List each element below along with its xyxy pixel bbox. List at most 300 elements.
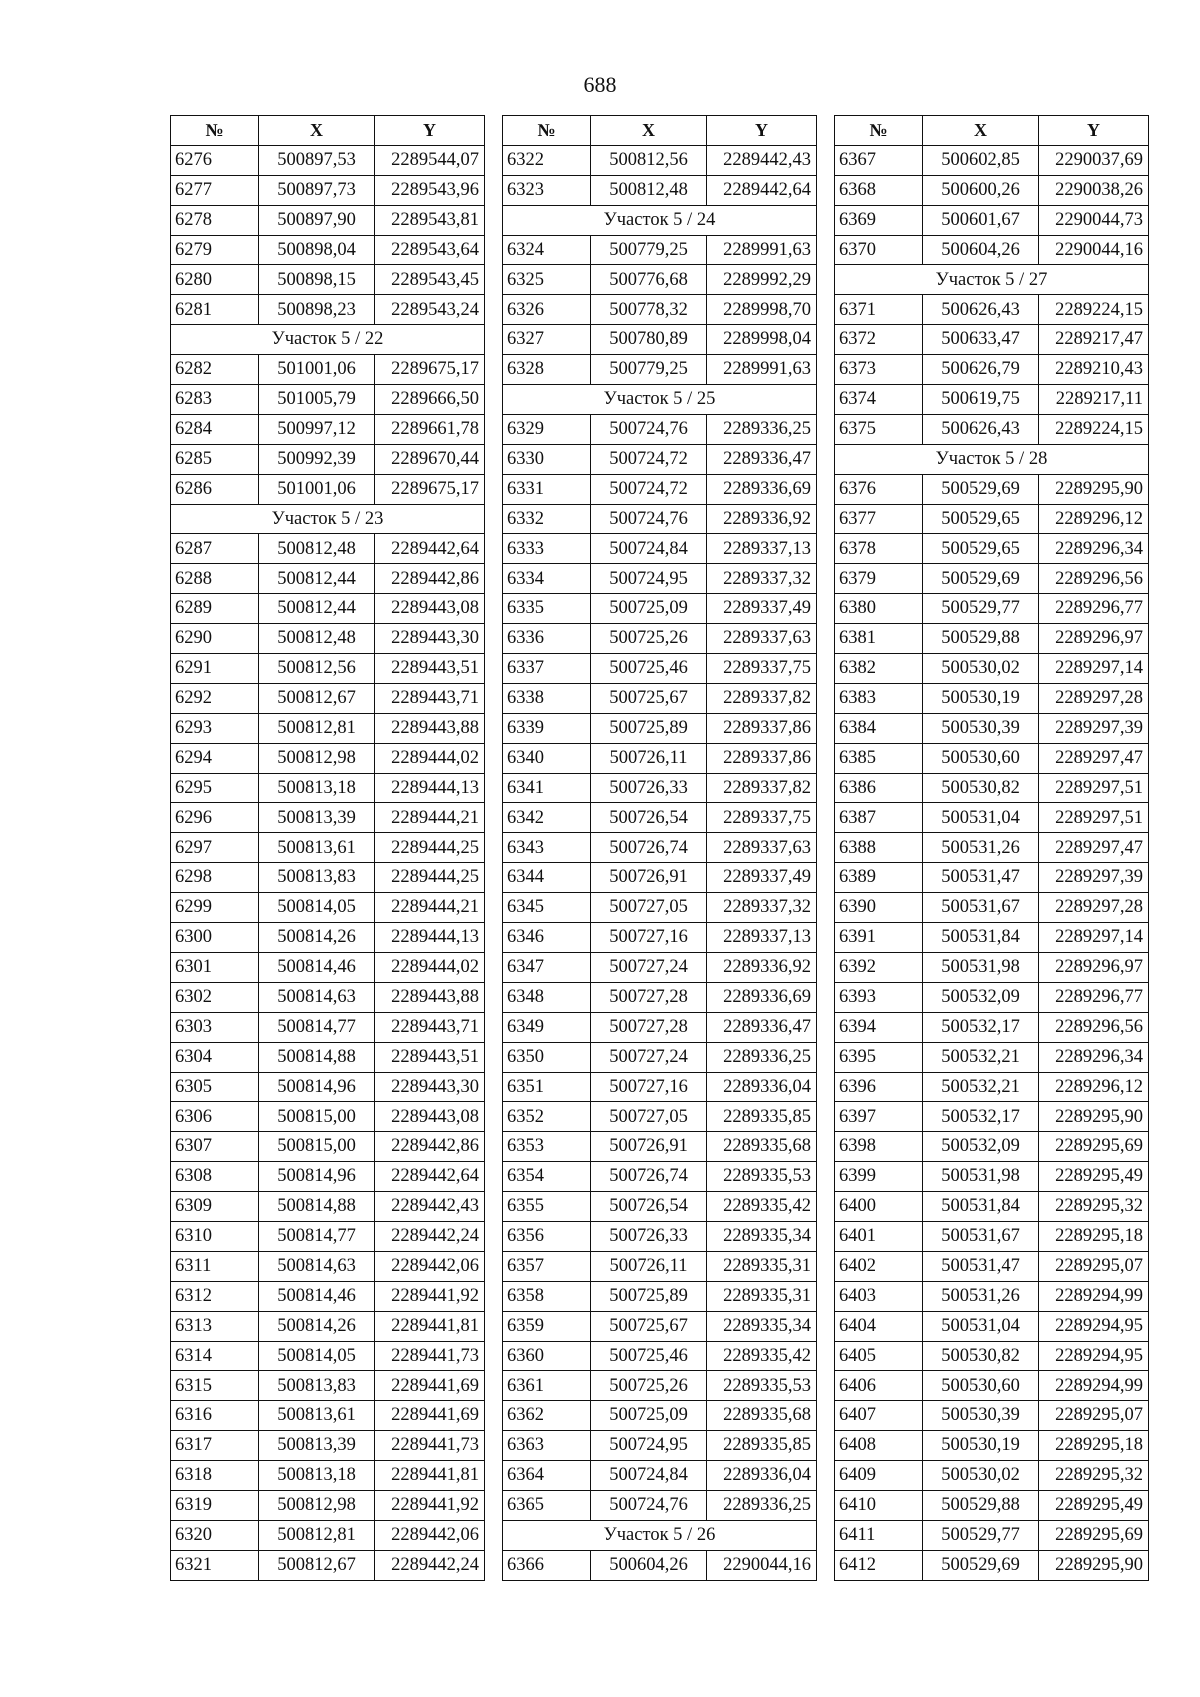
x-coordinate-cell: 500724,95	[591, 564, 707, 594]
point-number-cell: 6295	[171, 773, 259, 803]
y-coordinate-cell: 2289441,69	[375, 1401, 485, 1431]
y-coordinate-cell: 2289295,49	[1039, 1162, 1149, 1192]
table-row	[171, 743, 485, 773]
x-coordinate-cell: 500626,43	[923, 414, 1039, 444]
point-number-cell: 6401	[835, 1221, 923, 1251]
y-coordinate-cell: 2289442,86	[375, 1132, 485, 1162]
x-coordinate-cell: 500727,28	[591, 982, 707, 1012]
point-number-cell: 6325	[503, 265, 591, 295]
section-row	[835, 444, 1149, 474]
y-coordinate-cell: 2289998,70	[707, 295, 817, 325]
x-coordinate-cell: 500530,60	[923, 1371, 1039, 1401]
y-coordinate-cell: 2289444,02	[375, 743, 485, 773]
x-coordinate-cell: 500727,24	[591, 1042, 707, 1072]
x-coordinate-cell: 500814,96	[259, 1162, 375, 1192]
x-coordinate-cell: 500601,67	[923, 205, 1039, 235]
x-coordinate-cell: 500530,19	[923, 1431, 1039, 1461]
y-coordinate-cell: 2289337,32	[707, 893, 817, 923]
table-row	[503, 833, 817, 863]
point-number-cell: 6387	[835, 803, 923, 833]
table-row	[835, 952, 1149, 982]
point-number-cell: 6351	[503, 1072, 591, 1102]
y-coordinate-cell: 2289337,63	[707, 624, 817, 654]
y-coordinate-cell: 2289295,90	[1039, 1550, 1149, 1580]
table-row	[835, 235, 1149, 265]
table-row	[835, 1132, 1149, 1162]
y-coordinate-cell: 2289336,25	[707, 414, 817, 444]
table-row	[503, 355, 817, 385]
table-row	[835, 1072, 1149, 1102]
x-coordinate-cell: 500812,44	[259, 564, 375, 594]
x-coordinate-cell: 500725,46	[591, 654, 707, 684]
point-number-cell: 6374	[835, 385, 923, 415]
section-label: Участок 5 / 26	[503, 1520, 817, 1550]
x-coordinate-cell: 500529,65	[923, 534, 1039, 564]
table-row	[835, 205, 1149, 235]
x-coordinate-cell: 500727,05	[591, 1102, 707, 1132]
table-row	[171, 295, 485, 325]
x-coordinate-cell: 500814,88	[259, 1042, 375, 1072]
point-number-cell: 6368	[835, 175, 923, 205]
table-row	[835, 1281, 1149, 1311]
y-coordinate-cell: 2289297,47	[1039, 833, 1149, 863]
y-coordinate-cell: 2289442,24	[375, 1221, 485, 1251]
y-coordinate-cell: 2289297,14	[1039, 923, 1149, 953]
point-number-cell: 6336	[503, 624, 591, 654]
point-number-cell: 6340	[503, 743, 591, 773]
x-coordinate-cell: 500529,69	[923, 474, 1039, 504]
x-coordinate-cell: 500815,00	[259, 1102, 375, 1132]
point-number-cell: 6296	[171, 803, 259, 833]
x-coordinate-cell: 500814,96	[259, 1072, 375, 1102]
table-row	[835, 1490, 1149, 1520]
x-coordinate-cell: 500531,26	[923, 1281, 1039, 1311]
y-coordinate-cell: 2289296,56	[1039, 1012, 1149, 1042]
x-coordinate-cell: 500812,56	[591, 145, 707, 175]
point-number-cell: 6288	[171, 564, 259, 594]
table-row	[835, 803, 1149, 833]
point-number-cell: 6333	[503, 534, 591, 564]
x-coordinate-cell: 500813,61	[259, 833, 375, 863]
y-coordinate-cell: 2289296,97	[1039, 952, 1149, 982]
point-number-cell: 6277	[171, 175, 259, 205]
table-row	[503, 1072, 817, 1102]
table-row	[171, 833, 485, 863]
y-coordinate-cell: 2289444,21	[375, 803, 485, 833]
point-number-cell: 6356	[503, 1221, 591, 1251]
y-coordinate-cell: 2289337,13	[707, 534, 817, 564]
y-coordinate-cell: 2289295,32	[1039, 1192, 1149, 1222]
y-coordinate-cell: 2289443,08	[375, 1102, 485, 1132]
point-number-cell: 6412	[835, 1550, 923, 1580]
y-coordinate-cell: 2289661,78	[375, 414, 485, 444]
x-coordinate-cell: 500897,73	[259, 175, 375, 205]
table-row	[835, 1162, 1149, 1192]
x-coordinate-cell: 500531,47	[923, 1251, 1039, 1281]
x-coordinate-cell: 500530,82	[923, 1341, 1039, 1371]
point-number-cell: 6339	[503, 713, 591, 743]
table-row	[171, 1042, 485, 1072]
point-number-cell: 6334	[503, 564, 591, 594]
x-coordinate-cell: 500532,17	[923, 1012, 1039, 1042]
table-row	[171, 1012, 485, 1042]
y-coordinate-cell: 2289295,07	[1039, 1401, 1149, 1431]
point-number-cell: 6316	[171, 1401, 259, 1431]
header-row	[171, 116, 485, 146]
x-coordinate-cell: 500529,88	[923, 1490, 1039, 1520]
x-coordinate-cell: 500725,26	[591, 1371, 707, 1401]
y-coordinate-cell: 2289444,25	[375, 863, 485, 893]
point-number-cell: 6312	[171, 1281, 259, 1311]
x-coordinate-cell: 500529,88	[923, 624, 1039, 654]
y-coordinate-cell: 2289442,06	[375, 1251, 485, 1281]
table-row	[503, 1132, 817, 1162]
y-coordinate-cell: 2289441,73	[375, 1431, 485, 1461]
x-coordinate-cell: 500812,48	[591, 175, 707, 205]
x-coordinate-cell: 500812,81	[259, 713, 375, 743]
table-row	[171, 982, 485, 1012]
x-coordinate-cell: 500633,47	[923, 325, 1039, 355]
y-coordinate-cell: 2289442,86	[375, 564, 485, 594]
table-row	[171, 1490, 485, 1520]
y-coordinate-cell: 2289337,86	[707, 713, 817, 743]
x-coordinate-cell: 500529,77	[923, 1520, 1039, 1550]
x-coordinate-cell: 500812,98	[259, 743, 375, 773]
y-coordinate-cell: 2289442,43	[707, 145, 817, 175]
table-row	[503, 1431, 817, 1461]
coordinates-table-1	[170, 115, 485, 1581]
point-number-cell: 6282	[171, 355, 259, 385]
x-coordinate-cell: 500531,26	[923, 833, 1039, 863]
x-coordinate-cell: 500992,39	[259, 444, 375, 474]
point-number-cell: 6352	[503, 1102, 591, 1132]
x-coordinate-cell: 500812,56	[259, 654, 375, 684]
y-coordinate-cell: 2289444,02	[375, 952, 485, 982]
table-row	[171, 355, 485, 385]
x-coordinate-cell: 500812,67	[259, 1550, 375, 1580]
x-coordinate-cell: 500531,04	[923, 1311, 1039, 1341]
table-row	[503, 1042, 817, 1072]
y-coordinate-cell: 2289295,18	[1039, 1221, 1149, 1251]
x-coordinate-cell: 500626,43	[923, 295, 1039, 325]
y-coordinate-cell: 2289442,06	[375, 1520, 485, 1550]
point-number-cell: 6318	[171, 1461, 259, 1491]
table-row	[171, 1520, 485, 1550]
y-coordinate-cell: 2289335,68	[707, 1401, 817, 1431]
coordinates-table-2	[502, 115, 817, 1581]
table-row	[503, 683, 817, 713]
table-row	[171, 893, 485, 923]
x-coordinate-cell: 500530,19	[923, 683, 1039, 713]
point-number-cell: 6406	[835, 1371, 923, 1401]
y-coordinate-cell: 2289442,64	[375, 534, 485, 564]
x-coordinate-cell: 500812,44	[259, 594, 375, 624]
x-coordinate-cell: 500724,76	[591, 414, 707, 444]
x-coordinate-cell: 500724,72	[591, 474, 707, 504]
x-coordinate-cell: 500604,26	[923, 235, 1039, 265]
section-label: Участок 5 / 25	[503, 385, 817, 415]
table-row	[503, 923, 817, 953]
page-number: 688	[583, 72, 617, 97]
x-coordinate-cell: 500814,63	[259, 1251, 375, 1281]
x-coordinate-cell: 500727,16	[591, 1072, 707, 1102]
point-number-cell: 6329	[503, 414, 591, 444]
x-coordinate-cell: 500725,67	[591, 1311, 707, 1341]
y-coordinate-cell: 2289297,51	[1039, 803, 1149, 833]
y-coordinate-cell: 2289294,99	[1039, 1371, 1149, 1401]
x-coordinate-cell: 500530,02	[923, 654, 1039, 684]
x-coordinate-cell: 500530,02	[923, 1461, 1039, 1491]
y-coordinate-cell: 2290037,69	[1039, 145, 1149, 175]
x-coordinate-cell: 500780,89	[591, 325, 707, 355]
y-coordinate-cell: 2290044,16	[1039, 235, 1149, 265]
x-coordinate-cell: 500532,09	[923, 1132, 1039, 1162]
x-coordinate-cell: 500726,54	[591, 1192, 707, 1222]
point-number-cell: 6298	[171, 863, 259, 893]
y-coordinate-cell: 2289670,44	[375, 444, 485, 474]
table-row	[171, 534, 485, 564]
point-number-cell: 6392	[835, 952, 923, 982]
point-number-cell: 6379	[835, 564, 923, 594]
x-coordinate-cell: 500897,90	[259, 205, 375, 235]
y-coordinate-cell: 2289297,51	[1039, 773, 1149, 803]
x-coordinate-cell: 500531,98	[923, 1162, 1039, 1192]
y-coordinate-cell: 2289217,47	[1039, 325, 1149, 355]
x-coordinate-cell: 500812,67	[259, 683, 375, 713]
point-number-cell: 6278	[171, 205, 259, 235]
point-number-cell: 6366	[503, 1550, 591, 1580]
x-coordinate-cell: 500727,24	[591, 952, 707, 982]
table-row	[503, 1251, 817, 1281]
x-coordinate-cell: 500813,61	[259, 1401, 375, 1431]
x-coordinate-cell: 500814,88	[259, 1192, 375, 1222]
table-row	[171, 923, 485, 953]
point-number-cell: 6330	[503, 444, 591, 474]
y-coordinate-cell: 2289443,88	[375, 982, 485, 1012]
point-number-cell: 6404	[835, 1311, 923, 1341]
point-number-cell: 6289	[171, 594, 259, 624]
header-y: Y	[707, 116, 817, 146]
table-row	[835, 1311, 1149, 1341]
table-row	[835, 654, 1149, 684]
x-coordinate-cell: 500727,28	[591, 1012, 707, 1042]
x-coordinate-cell: 500532,21	[923, 1042, 1039, 1072]
x-coordinate-cell: 500725,67	[591, 683, 707, 713]
point-number-cell: 6300	[171, 923, 259, 953]
x-coordinate-cell: 500726,74	[591, 1162, 707, 1192]
x-coordinate-cell: 501005,79	[259, 385, 375, 415]
section-label: Участок 5 / 22	[171, 325, 485, 355]
table-row	[835, 1401, 1149, 1431]
point-number-cell: 6386	[835, 773, 923, 803]
point-number-cell: 6371	[835, 295, 923, 325]
x-coordinate-cell: 500814,63	[259, 982, 375, 1012]
point-number-cell: 6297	[171, 833, 259, 863]
point-number-cell: 6362	[503, 1401, 591, 1431]
table-row	[503, 1281, 817, 1311]
table-row	[835, 1550, 1149, 1580]
x-coordinate-cell: 501001,06	[259, 355, 375, 385]
x-coordinate-cell: 500531,67	[923, 1221, 1039, 1251]
y-coordinate-cell: 2289543,96	[375, 175, 485, 205]
x-coordinate-cell: 500604,26	[591, 1550, 707, 1580]
point-number-cell: 6280	[171, 265, 259, 295]
point-number-cell: 6359	[503, 1311, 591, 1341]
x-coordinate-cell: 500779,25	[591, 355, 707, 385]
table-row	[171, 1281, 485, 1311]
x-coordinate-cell: 500814,05	[259, 1341, 375, 1371]
table-row	[835, 175, 1149, 205]
table-row	[503, 325, 817, 355]
table-row	[503, 1311, 817, 1341]
table-row	[171, 1162, 485, 1192]
table-row	[835, 893, 1149, 923]
x-coordinate-cell: 500814,46	[259, 1281, 375, 1311]
y-coordinate-cell: 2289337,63	[707, 833, 817, 863]
point-number-cell: 6307	[171, 1132, 259, 1162]
table-row	[171, 235, 485, 265]
y-coordinate-cell: 2289335,34	[707, 1311, 817, 1341]
x-coordinate-cell: 500602,85	[923, 145, 1039, 175]
header-num: №	[503, 116, 591, 146]
y-coordinate-cell: 2289442,64	[707, 175, 817, 205]
y-coordinate-cell: 2289217,11	[1039, 385, 1149, 415]
y-coordinate-cell: 2289337,82	[707, 683, 817, 713]
table-row	[503, 1192, 817, 1222]
point-number-cell: 6292	[171, 683, 259, 713]
x-coordinate-cell: 500812,48	[259, 534, 375, 564]
table-row	[835, 1251, 1149, 1281]
point-number-cell: 6400	[835, 1192, 923, 1222]
table-row	[835, 325, 1149, 355]
y-coordinate-cell: 2289444,13	[375, 773, 485, 803]
point-number-cell: 6310	[171, 1221, 259, 1251]
table-row	[503, 624, 817, 654]
point-number-cell: 6284	[171, 414, 259, 444]
section-row	[503, 1520, 817, 1550]
point-number-cell: 6375	[835, 414, 923, 444]
point-number-cell: 6378	[835, 534, 923, 564]
point-number-cell: 6286	[171, 474, 259, 504]
table-row	[503, 1461, 817, 1491]
point-number-cell: 6341	[503, 773, 591, 803]
y-coordinate-cell: 2289336,25	[707, 1042, 817, 1072]
y-coordinate-cell: 2289991,63	[707, 235, 817, 265]
point-number-cell: 6313	[171, 1311, 259, 1341]
x-coordinate-cell: 500531,84	[923, 1192, 1039, 1222]
point-number-cell: 6311	[171, 1251, 259, 1281]
point-number-cell: 6324	[503, 235, 591, 265]
point-number-cell: 6345	[503, 893, 591, 923]
y-coordinate-cell: 2289666,50	[375, 385, 485, 415]
point-number-cell: 6383	[835, 683, 923, 713]
table-row	[171, 1251, 485, 1281]
section-row	[835, 265, 1149, 295]
table-row	[503, 1550, 817, 1580]
x-coordinate-cell: 500724,76	[591, 504, 707, 534]
table-row	[171, 1550, 485, 1580]
table-row	[503, 713, 817, 743]
table-row	[171, 1371, 485, 1401]
x-coordinate-cell: 500814,77	[259, 1012, 375, 1042]
y-coordinate-cell: 2289337,49	[707, 863, 817, 893]
section-label: Участок 5 / 27	[835, 265, 1149, 295]
point-number-cell: 6287	[171, 534, 259, 564]
point-number-cell: 6276	[171, 145, 259, 175]
x-coordinate-cell: 500725,89	[591, 1281, 707, 1311]
y-coordinate-cell: 2289543,64	[375, 235, 485, 265]
x-coordinate-cell: 500530,82	[923, 773, 1039, 803]
table-row	[835, 713, 1149, 743]
table-row	[171, 205, 485, 235]
y-coordinate-cell: 2289335,31	[707, 1281, 817, 1311]
y-coordinate-cell: 2289444,25	[375, 833, 485, 863]
x-coordinate-cell: 500726,11	[591, 1251, 707, 1281]
y-coordinate-cell: 2289295,18	[1039, 1431, 1149, 1461]
x-coordinate-cell: 500724,95	[591, 1431, 707, 1461]
table-row	[835, 1102, 1149, 1132]
y-coordinate-cell: 2289336,92	[707, 952, 817, 982]
y-coordinate-cell: 2289335,53	[707, 1371, 817, 1401]
table-row	[503, 952, 817, 982]
point-number-cell: 6354	[503, 1162, 591, 1192]
y-coordinate-cell: 2289443,30	[375, 624, 485, 654]
y-coordinate-cell: 2289543,81	[375, 205, 485, 235]
point-number-cell: 6373	[835, 355, 923, 385]
x-coordinate-cell: 500725,46	[591, 1341, 707, 1371]
y-coordinate-cell: 2289337,75	[707, 654, 817, 684]
y-coordinate-cell: 2289336,92	[707, 504, 817, 534]
x-coordinate-cell: 500531,04	[923, 803, 1039, 833]
point-number-cell: 6291	[171, 654, 259, 684]
table-row	[503, 1162, 817, 1192]
table-row	[171, 265, 485, 295]
y-coordinate-cell: 2289297,28	[1039, 893, 1149, 923]
table-row	[835, 295, 1149, 325]
table-row	[835, 624, 1149, 654]
point-number-cell: 6301	[171, 952, 259, 982]
point-number-cell: 6344	[503, 863, 591, 893]
table-row	[171, 713, 485, 743]
point-number-cell: 6380	[835, 594, 923, 624]
point-number-cell: 6409	[835, 1461, 923, 1491]
point-number-cell: 6395	[835, 1042, 923, 1072]
point-number-cell: 6283	[171, 385, 259, 415]
table-row	[503, 594, 817, 624]
table-row	[171, 175, 485, 205]
y-coordinate-cell: 2289295,49	[1039, 1490, 1149, 1520]
point-number-cell: 6306	[171, 1102, 259, 1132]
y-coordinate-cell: 2289295,69	[1039, 1520, 1149, 1550]
y-coordinate-cell: 2289335,42	[707, 1192, 817, 1222]
x-coordinate-cell: 500532,17	[923, 1102, 1039, 1132]
table-row	[835, 474, 1149, 504]
x-coordinate-cell: 500529,77	[923, 594, 1039, 624]
y-coordinate-cell: 2289295,07	[1039, 1251, 1149, 1281]
x-coordinate-cell: 500530,60	[923, 743, 1039, 773]
point-number-cell: 6343	[503, 833, 591, 863]
x-coordinate-cell: 500726,91	[591, 863, 707, 893]
point-number-cell: 6337	[503, 654, 591, 684]
x-coordinate-cell: 500813,83	[259, 863, 375, 893]
table-row	[835, 564, 1149, 594]
x-coordinate-cell: 500531,67	[923, 893, 1039, 923]
section-row	[503, 205, 817, 235]
x-coordinate-cell: 500530,39	[923, 713, 1039, 743]
y-coordinate-cell: 2289295,90	[1039, 1102, 1149, 1132]
x-coordinate-cell: 500813,18	[259, 773, 375, 803]
table-row	[171, 952, 485, 982]
